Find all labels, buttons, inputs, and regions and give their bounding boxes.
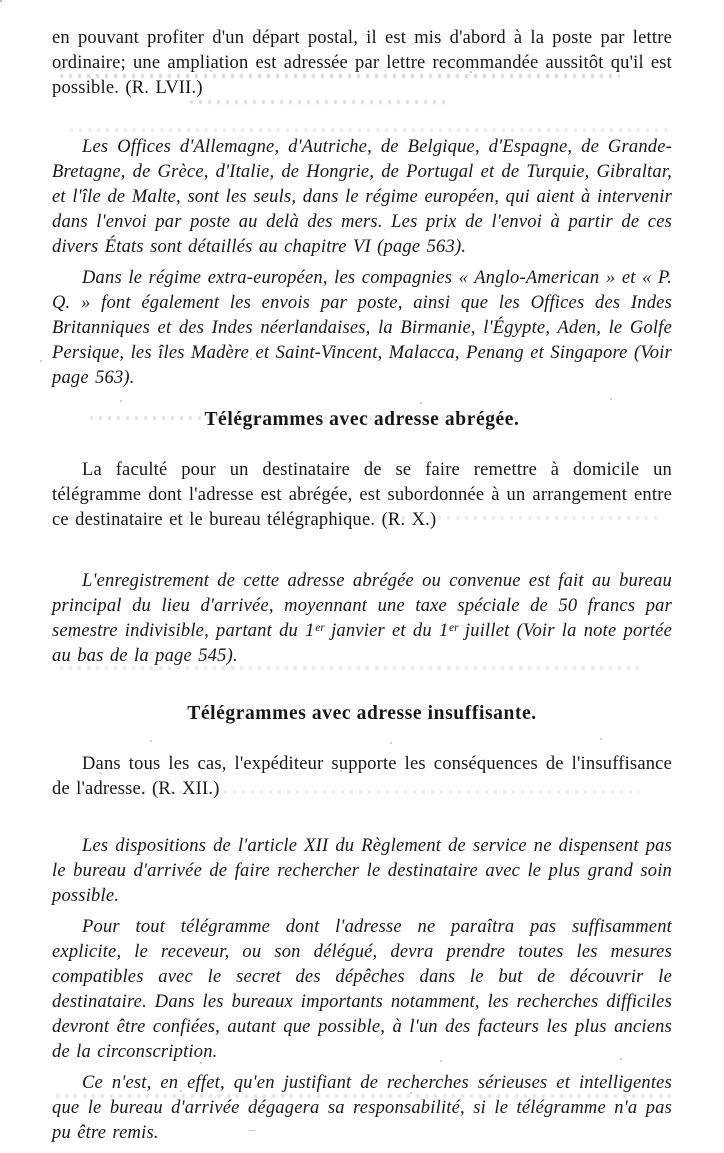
ink-speckles: [0, 0, 2, 2]
paragraph-recherche-destinataire: Pour tout télégramme dont l'adresse ne paraîtra pas suffisamment explicite, le receveur, ou son délégué, devra prendre toutes les mesures compatibles avec le secret des dépêches dans le but de découvrir le destinataire. Dans les bureaux importants notamment, les recherches difficiles devront être confiées, autant que possible, à l'un des facteurs les plus anciens de la circonscription.: [52, 917, 672, 1062]
paragraph-extra-european: Dans le régime extra-européen, les compagnies « Anglo-American » et « P. Q. » font également les envois par poste, ainsi que les Offices des Indes Britanniques et des Indes néerlandaises, la Birmanie, l'Égypte, Aden, le Golfe Persique, les îles Madère et Saint-Vincent, Malacca, Penang et Singapore (Voir page 563).: [52, 268, 672, 388]
paragraph-faculte-destinataire: La faculté pour un destinataire de se faire remettre à domicile un télégramme dont l'adresse est abrégée, est subordonnée à un arrangement entre ce destinataire et le bureau télégraphique. (R. X.): [52, 460, 672, 530]
paragraph-expediteur-consequences: Dans tous les cas, l'expéditeur supporte les conséquences de l'insuffisance de l'adresse. (R. XII.): [52, 754, 672, 799]
heading-adresse-abregee: Télégrammes avec adresse abrégée.: [204, 409, 520, 430]
paragraph-offices-european: Les Offices d'Allemagne, d'Autriche, de Belgique, d'Espagne, de Grande-Bretagne, de Grèce, d'Italie, de Hongrie, de Portugal et de Turquie, Gibraltar, et l'île de Malte, sont les seuls, dans le régime européen, qui aient à intervenir dans l'envoi par poste au delà des mers. Les prix de l'envoi à partir de ces divers États sont détaillés au chapitre VI (page 563).: [52, 137, 672, 257]
heading-adresse-insuffisante: Télégrammes avec adresse insuffisante.: [187, 703, 537, 724]
paragraph-responsabilite-bureau: Ce n'est, en effet, qu'en justifiant de recherches sérieuses et intelligentes que le bureau d'arrivée dégagera sa responsabilité, si le télégramme n'a pas pu être remis.: [52, 1073, 672, 1143]
scan-smudge: [70, 128, 670, 132]
paragraph-postal-departure: en pouvant profiter d'un départ postal, il est mis d'abord à la poste par lettre ordinaire; une ampliation est adressée par lettre recommandée aussitôt qu'il est possible. (R. LVII.): [52, 28, 672, 98]
paragraph-article-xii: Les dispositions de l'article XII du Règlement de service ne dispensent pas le bureau d'arrivée de faire rechercher le destinataire avec le plus grand soin possible.: [52, 836, 672, 906]
paragraph-enregistrement-taxe: L'enregistrement de cette adresse abrégée ou convenue est fait au bureau principal du lieu d'arrivée, moyennant une taxe spéciale de 50 francs par semestre indivisible, partant du 1ᵉʳ janvier et du 1ᵉʳ juillet (Voir la note portée au bas de la page 545).: [52, 571, 672, 666]
